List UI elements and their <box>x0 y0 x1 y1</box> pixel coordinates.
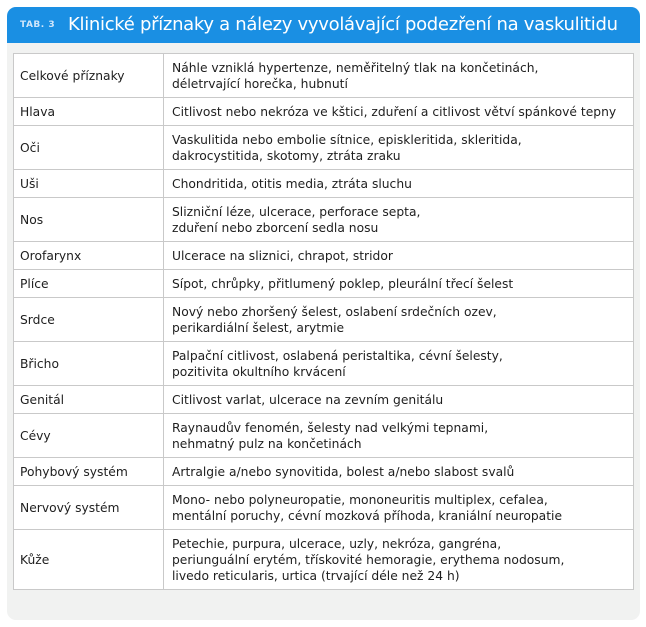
description-line: Palpační citlivost, oslabená peristaltika, cévní šelesty, <box>172 348 503 363</box>
table-row <box>14 242 634 270</box>
description-line: zduření nebo zborcení sedla nosu <box>172 220 379 235</box>
description-line: déletrvající horečka, hubnutí <box>172 76 348 91</box>
description-line: Náhle vzniklá hypertenze, neměřitelný tlak na končetinách, <box>172 60 539 75</box>
symptom-description <box>164 458 634 486</box>
description-line: nehmatný pulz na končetinách <box>172 436 362 451</box>
description-line: Citlivost varlat, ulcerace na zevním genitálu <box>172 392 444 407</box>
symptom-category: Celkové příznaky <box>14 54 164 98</box>
symptom-description <box>164 126 634 170</box>
symptom-description <box>164 198 634 242</box>
description-line: Chondritida, otitis media, ztráta sluchu <box>172 176 412 191</box>
table-row <box>14 298 634 342</box>
table-row <box>14 270 634 298</box>
symptom-description <box>164 486 634 530</box>
table-row <box>14 486 634 530</box>
symptom-category: Uši <box>14 170 164 198</box>
symptom-description <box>164 170 634 198</box>
symptom-category: Nos <box>14 198 164 242</box>
table-row <box>14 126 634 170</box>
table-row <box>14 54 634 98</box>
table-row <box>14 458 634 486</box>
description-line: Artralgie a/nebo synovitida, bolest a/nebo slabost svalů <box>172 464 515 479</box>
description-line: Vaskulitida nebo embolie sítnice, episkleritida, skleritida, <box>172 132 522 147</box>
table-row <box>14 530 634 590</box>
table-title: Klinické příznaky a nálezy vyvolávající podezření na vaskulitidu <box>68 14 618 35</box>
table-row <box>14 386 634 414</box>
symptoms-table <box>13 53 634 590</box>
symptom-description <box>164 242 634 270</box>
description-line: Ulcerace na sliznici, chrapot, stridor <box>172 248 393 263</box>
description-line: pozitivita okultního krvácení <box>172 364 346 379</box>
symptom-category: Pohybový systém <box>14 458 164 486</box>
symptom-category: Kůže <box>14 530 164 590</box>
table-card <box>7 7 640 620</box>
table-row <box>14 342 634 386</box>
description-line: Nový nebo zhoršený šelest, oslabení srdečních ozev, <box>172 304 497 319</box>
description-line: Petechie, purpura, ulcerace, uzly, nekróza, gangréna, <box>172 536 502 551</box>
description-line: perikardiální šelest, arytmie <box>172 320 345 335</box>
symptom-description <box>164 386 634 414</box>
symptom-category: Nervový systém <box>14 486 164 530</box>
symptom-category: Orofarynx <box>14 242 164 270</box>
description-line: Slizniční léze, ulcerace, perforace septa, <box>172 204 421 219</box>
symptom-category: Oči <box>14 126 164 170</box>
symptom-category: Plíce <box>14 270 164 298</box>
symptom-description <box>164 342 634 386</box>
table-row <box>14 170 634 198</box>
description-line: livedo reticularis, urtica (trvající déle než 24 h) <box>172 568 460 583</box>
description-line: Sípot, chrůpky, přitlumený poklep, pleurální třecí šelest <box>172 276 514 291</box>
symptom-description <box>164 270 634 298</box>
symptom-description <box>164 54 634 98</box>
description-line: dakrocystitida, skotomy, ztráta zraku <box>172 148 401 163</box>
table-row <box>14 98 634 126</box>
symptom-description <box>164 414 634 458</box>
description-line: Mono- nebo polyneuropatie, mononeuritis multiplex, cefalea, <box>172 492 548 507</box>
symptom-category: Břicho <box>14 342 164 386</box>
table-row <box>14 414 634 458</box>
description-line: periunguální erytém, třískovité hemoragie, erythema nodosum, <box>172 552 565 567</box>
table-number: TAB. 3 <box>20 20 56 30</box>
symptom-category: Genitál <box>14 386 164 414</box>
symptom-category: Cévy <box>14 414 164 458</box>
symptom-description <box>164 298 634 342</box>
description-line: Raynaudův fenomén, šelesty nad velkými tepnami, <box>172 420 489 435</box>
symptom-category: Hlava <box>14 98 164 126</box>
symptom-description <box>164 530 634 590</box>
symptom-category: Srdce <box>14 298 164 342</box>
symptom-description <box>164 98 634 126</box>
table-row <box>14 198 634 242</box>
description-line: mentální poruchy, cévní mozková příhoda, kraniální neuropatie <box>172 508 563 523</box>
description-line: Citlivost nebo nekróza ve kštici, zduření a citlivost větví spánkové tepny <box>172 104 617 119</box>
table-header <box>7 7 640 43</box>
